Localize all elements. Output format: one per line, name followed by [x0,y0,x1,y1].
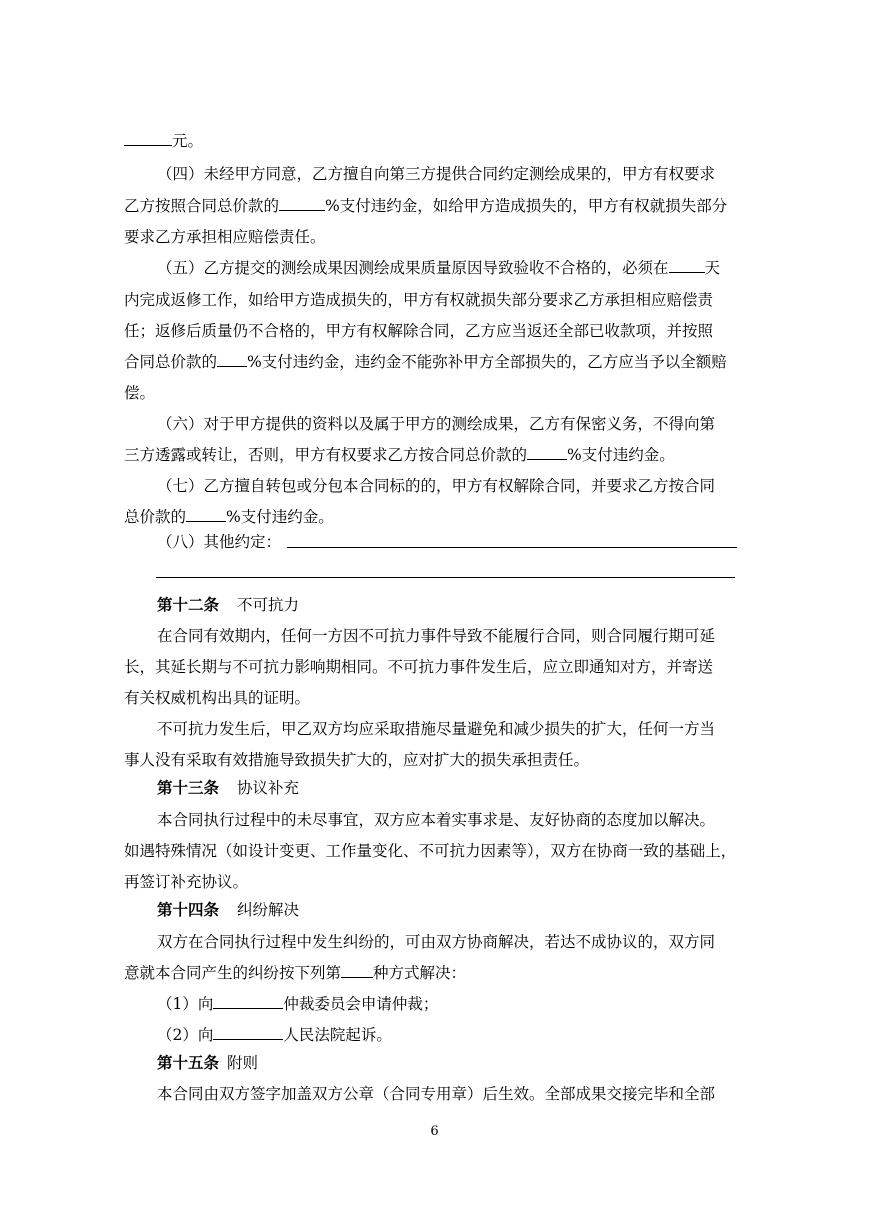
fill-in-blank [341,963,373,978]
fill-in-blank [279,196,325,211]
fill-in-blank [213,1025,283,1040]
clause-6-line: （六）对于甲方提供的资料以及属于甲方的测绘成果，乙方有保密义务，不得向第 [157,415,716,433]
text-line: 合同总价款的 %支付违约金，违约金不能弥补甲方全部损失的，乙方应当予以全额赔 [124,353,727,371]
clause-4-line: （四）未经甲方同意，乙方擅自向第三方提供合同约定测绘成果的，甲方有权要求 [157,165,716,183]
article-12-heading: 第十二条 不可抗力 [157,596,300,614]
text-line: 意就本合同产生的纠纷按下列第 种方式解决： [124,964,467,982]
text-line: 本合同执行过程中的未尽事宜，双方应本着实事求是、友好协商的态度加以解决。 [157,811,716,829]
page-number: 6 [430,1124,439,1139]
fill-in-blank [186,507,226,522]
text-line: 不可抗力发生后，甲乙双方均应采取措施尽量避免和减少损失的扩大，任何一方当 [157,720,716,738]
clause-7-line: （七）乙方擅自转包或分包本合同标的的，甲方有权解除合同，并要求乙方按合同 [157,477,716,495]
text-line: 如遇特殊情况（如设计变更、工作量变化、不可抗力因素等），双方在协商一致的基础上， [124,842,737,860]
fill-in-blank [217,352,247,367]
text-line: 元。 [124,131,203,151]
fill-in-blank [527,445,567,460]
text-line: 双方在合同执行过程中发生纠纷的，可由双方协商解决，若达不成协议的，双方同 [157,933,716,951]
text-line: （2）向 人民法院起诉。 [157,1026,392,1044]
text-line: 三方透露或转让，否则，甲方有权要求乙方按合同总价款的 %支付违约金。 [124,446,675,464]
text-line: 总价款的 %支付违约金。 [124,508,334,526]
clause-8-line: （八）其他约定： [157,533,282,551]
article-14-heading: 第十四条 纠纷解决 [157,901,300,919]
text-line: 长，其延长期与不可抗力影响期相同。不可抗力事件发生后，应立即通知对方，并寄送 [124,658,714,676]
text-line: （1）向 仲裁委员会申请仲裁； [157,995,439,1013]
fill-in-line [287,547,737,548]
text-line: 事人没有采取有效措施导致损失扩大的，应对扩大的损失承担责任。 [124,751,590,769]
text-line: 乙方按照合同总价款的 %支付违约金，如给甲方造成损失的，甲方有权就损失部分 [124,197,728,215]
text-line: 本合同由双方签字加盖双方公章（合同专用章）后生效。全部成果交接完毕和全部 [157,1085,716,1103]
clause-5-line: （五）乙方提交的测绘成果因测绘成果质量原因导致验收不合格的，必须在 天 [157,259,721,277]
text-line: 要求乙方承担相应赔偿责任。 [124,228,326,246]
article-15-heading: 第十五条 附则 [157,1054,259,1072]
text-line: 有关权威机构出具的证明。 [124,689,311,707]
fill-in-blank [213,994,283,1009]
text-line: 偿。 [124,384,156,402]
text-line: 在合同有效期内，任何一方因不可抗力事件导致不能履行合同，则合同履行期可延 [157,627,716,645]
fill-in-blank [124,131,172,146]
fill-in-blank [669,258,705,273]
text-line: 任；返修后质量仍不合格的，甲方有权解除合同，乙方应当返还全部已收款项，并按照 [124,322,714,340]
article-13-heading: 第十三条 协议补充 [157,779,300,797]
fill-in-line [156,577,735,578]
text-line: 内完成返修工作，如给甲方造成损失的，甲方有权就损失部分要求乙方承担相应赔偿责 [124,291,714,309]
text-line: 再签订补充协议。 [124,873,249,891]
